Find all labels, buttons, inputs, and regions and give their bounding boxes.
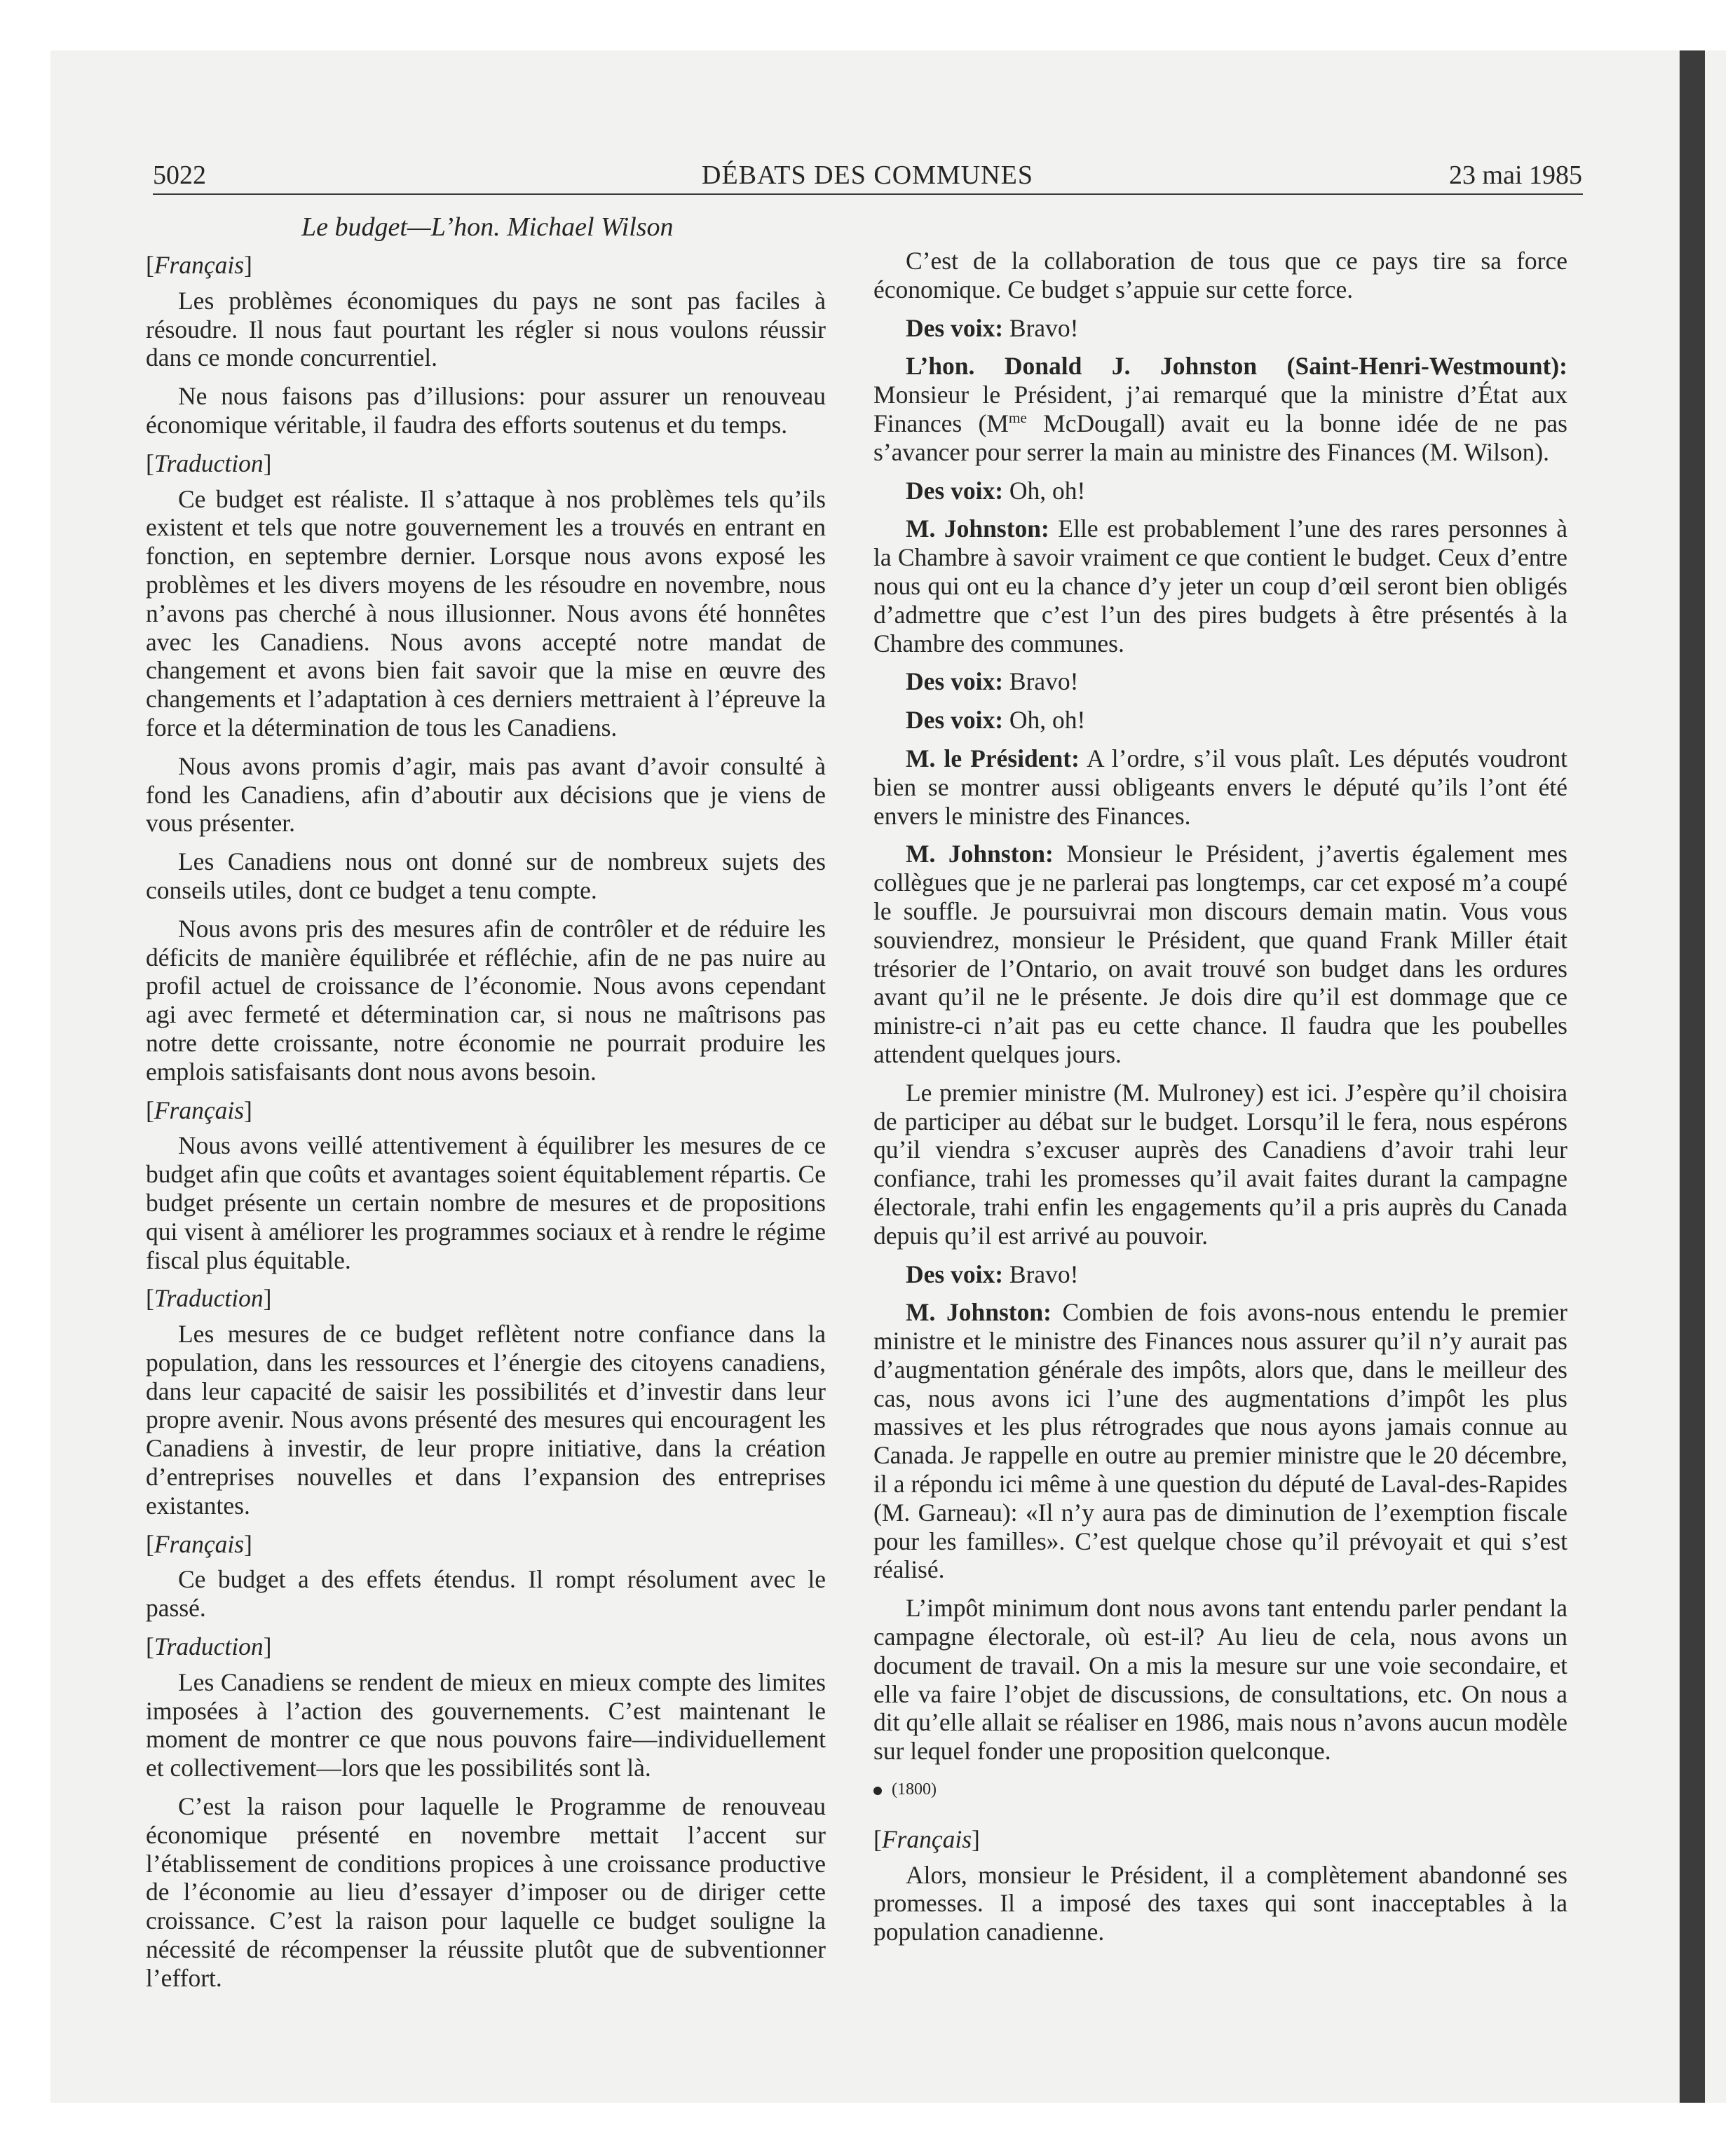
paragraph: Ce budget est réaliste. Il s’attaque à nos problèmes tels qu’ils existent et tels que notre gouvernement les a trouvés en entrant en fonction, en septembre dernier. Lorsque nous avons exposé les problèmes et les divers moyens de les résoudre en novembre, nous n’avons pas cherché à nous illusionner. Nous avons été honnêtes avec les Canadiens. Nous avons accepté notre mandat de changement et avons bien fait savoir que la mise en œuvre des changements et l’adaptation à ces derniers mettraient à l’épreuve la force et la détermination de tous les Canadiens. bbox=[146, 484, 826, 742]
speech-text: McDougall) avait eu la bonne idée de ne pas s’avancer pour serrer la main au ministre des Finances (M. Wilson). bbox=[873, 409, 1567, 466]
paragraph: C’est la raison pour laquelle le Programme de renouveau économique présenté en novembre mettait l’accent sur l’établissement de conditions propices à une croissance productive de l’économie au lieu d’essayer d’imposer ou de diriger cette croissance. C’est la raison pour laquelle ce budget souligne la nécessité de récompenser la réussite plutôt que de subventionner l’effort. bbox=[146, 1792, 826, 1992]
speech bbox=[873, 477, 1567, 505]
speech-text: Oh, oh! bbox=[1009, 706, 1086, 735]
time-marker-text: (1800) bbox=[892, 1780, 937, 1799]
paragraph: Ne nous faisons pas d’illusions: pour assurer un renouveau économique véritable, il faudra des efforts soutenus et du temps. bbox=[146, 382, 826, 439]
paragraph: Ce budget a des effets étendus. Il rompt résolument avec le passé. bbox=[146, 1565, 826, 1623]
right-column bbox=[873, 247, 1567, 1956]
paragraph: Nous avons promis d’agir, mais pas avant d’avoir consulté à fond les Canadiens, afin d’aboutir aux décisions que je viens de vous présenter. bbox=[146, 751, 826, 838]
speech-text: Monsieur le Président, j’ai remarqué que la ministre d’État aux Finances (M bbox=[873, 381, 1567, 437]
speaker-name: Des voix: bbox=[906, 1260, 1004, 1288]
paragraph: Les Canadiens se rendent de mieux en mieux compte des limites imposées à l’action des gouvernements. C’est maintenant le moment de montrer ce que nous pouvons faire—individuellement et collectivement—lors que les possibilités sont là. bbox=[146, 1667, 826, 1782]
scan-edge-shadow bbox=[1680, 50, 1705, 2103]
speaker-name: M. Johnston: bbox=[906, 840, 1054, 868]
publication-title: DÉBATS DES COMMUNES bbox=[702, 161, 1033, 190]
speech-text: Bravo! bbox=[1009, 1260, 1079, 1288]
speech bbox=[873, 352, 1567, 466]
speaker-name: Des voix: bbox=[906, 313, 1004, 342]
speaker-name: L’hon. Donald J. Johnston (Saint-Henri-Westmount): bbox=[906, 352, 1567, 381]
speech bbox=[873, 706, 1567, 735]
speech-text: Oh, oh! bbox=[1009, 476, 1086, 505]
speech-text: Elle est probablement l’une des rares personnes à la Chambre à savoir vraiment ce que contient le budget. Ceux d’entre nous qui ont eu la chance d’y jeter un coup d’œil seront bien obligés d’admettre que c’est l’un des pires budgets à être présentés à la Chambre des communes. bbox=[873, 514, 1567, 657]
language-marker: [Français] bbox=[146, 251, 252, 279]
speaker-name: M. Johnston: bbox=[906, 514, 1049, 543]
speech bbox=[873, 514, 1567, 657]
paragraph: L’impôt minimum dont nous avons tant entendu parler pendant la campagne électorale, où est-il? Au lieu de cela, nous avons un document de travail. On a mis la mesure sur une voie secondaire, et elle va faire l’objet de discussions, de consultations, etc. On nous a dit qu’elle allait se réaliser en 1986, mais nous n’avons aucun modèle sur lequel fonder une proposition quelconque. bbox=[873, 1594, 1567, 1766]
running-subheader: Le budget—L’hon. Michael Wilson bbox=[301, 212, 674, 242]
language-marker: [Traduction] bbox=[146, 1284, 272, 1313]
speaker-name: M. Johnston: bbox=[906, 1298, 1052, 1327]
speech-text: Bravo! bbox=[1009, 313, 1079, 342]
speaker-name: M. le Président: bbox=[906, 744, 1080, 772]
language-marker: [Français] bbox=[146, 1529, 252, 1558]
bullet-dot-icon bbox=[873, 1787, 882, 1795]
speech bbox=[873, 744, 1567, 830]
speech bbox=[873, 1298, 1567, 1584]
header-rule bbox=[153, 193, 1583, 195]
left-column bbox=[146, 247, 826, 2003]
paragraph: Le premier ministre (M. Mulroney) est ici. J’espère qu’il choisira de participer au débat sur le budget. Lorsqu’il le fera, nous espérons qu’il viendra s’excuser auprès des Canadiens d’avoir trahi leur confiance, trahi les promesses qu’il avait faites durant la campagne électorale, trahi enfin les engagements qu’il a pris auprès du Canada depuis qu’il est arrivé au pouvoir. bbox=[873, 1078, 1567, 1250]
speech-text: Combien de fois avons-nous entendu le premier ministre et le ministre des Finances nous assurer qu’il n’y aurait pas d’augmentation générale des impôts, alors que, dans le meilleur des cas, nous avons ici l’une des augmentations d’impôt les plus massives et les plus rétrogrades que nous ayons jamais connue au Canada. Je rappelle en outre au premier ministre que le 20 décembre, il a répondu ici même à une question du député de Laval-des-Rapides (M. Garneau): «Il n’y aura pas de diminution de l’exemption fiscale pour les familles». C’est quelque chose qu’il prévoyait et qui s’est réalisé. bbox=[873, 1298, 1567, 1584]
speech bbox=[873, 314, 1567, 343]
speaker-name: Des voix: bbox=[906, 667, 1004, 696]
paragraph: Nous avons pris des mesures afin de contrôler et de réduire les déficits de manière équilibrée et réfléchie, afin de ne pas nuire au profil actuel de croissance de l’économie. Nous avons cependant agi avec fermeté et détermination car, si nous ne maîtrisons pas notre dette croissante, notre économie ne pourrait produire les emplois satisfaisants dont nous avons besoin. bbox=[146, 914, 826, 1086]
paragraph: Nous avons veillé attentivement à équilibrer les mesures de ce budget afin que coûts et avantages soient équitablement répartis. Ce budget présente un certain nombre de mesures et de propositions qui visent à améliorer les programmes sociaux et à rendre le régime fiscal plus équitable. bbox=[146, 1131, 826, 1274]
paragraph: Les problèmes économiques du pays ne sont pas faciles à résoudre. Il nous faut pourtant les régler si nous voulons réussir dans ce monde concurrentiel. bbox=[146, 286, 826, 372]
language-marker: [Français] bbox=[873, 1824, 980, 1853]
speech bbox=[873, 1260, 1567, 1289]
superscript: me bbox=[1008, 409, 1027, 427]
paragraph: Les Canadiens nous ont donné sur de nombreux sujets des conseils utiles, dont ce budget a tenu compte. bbox=[146, 847, 826, 904]
language-marker: [Français] bbox=[146, 1096, 252, 1124]
speech-text: Bravo! bbox=[1009, 667, 1079, 696]
paragraph: C’est de la collaboration de tous que ce pays tire sa force économique. Ce budget s’appuie sur cette force. bbox=[873, 247, 1567, 303]
speaker-name: Des voix: bbox=[906, 476, 1004, 505]
page-date: 23 mai 1985 bbox=[1449, 161, 1582, 190]
language-marker: [Traduction] bbox=[146, 1632, 272, 1661]
language-marker: [Traduction] bbox=[146, 449, 272, 477]
page-number: 5022 bbox=[153, 161, 206, 190]
speech-text: A l’ordre, s’il vous plaît. Les députés voudront bien se montrer aussi obligeants envers le député qu’ils l’ont été envers le ministre des Finances. bbox=[873, 744, 1568, 830]
speech bbox=[873, 667, 1567, 696]
speech bbox=[873, 840, 1567, 1068]
time-marker bbox=[873, 1775, 1567, 1804]
paragraph: Les mesures de ce budget reflètent notre confiance dans la population, dans les ressources et l’énergie des citoyens canadiens, dans leur capacité de saisir les possibilités et d’investir dans leur propre avenir. Nous avons présenté des mesures qui encouragent les Canadiens à investir, de leur propre initiative, dans la création d’entreprises nouvelles et dans l’expansion des entreprises existantes. bbox=[146, 1320, 826, 1520]
speech-text: Monsieur le Président, j’avertis également mes collègues que je ne parlerai pas longtemps, car cet exposé m’a coupé le souffle. Je poursuivrai mon discours demain matin. Vous vous souviendrez, monsieur le Président, que quand Frank Miller était trésorier de l’Ontario, on avait trouvé son budget dans les ordures avant qu’il ne le présente. Je dois dire qu’il est dommage que ce ministre-ci n’ait pas eu cette chance. Il faudra que les poubelles attendent quelques jours. bbox=[873, 840, 1567, 1068]
paragraph: Alors, monsieur le Président, il a complètement abandonné ses promesses. Il a imposé des taxes qui sont inacceptables à la population canadienne. bbox=[873, 1860, 1567, 1946]
speaker-name: Des voix: bbox=[906, 706, 1004, 735]
